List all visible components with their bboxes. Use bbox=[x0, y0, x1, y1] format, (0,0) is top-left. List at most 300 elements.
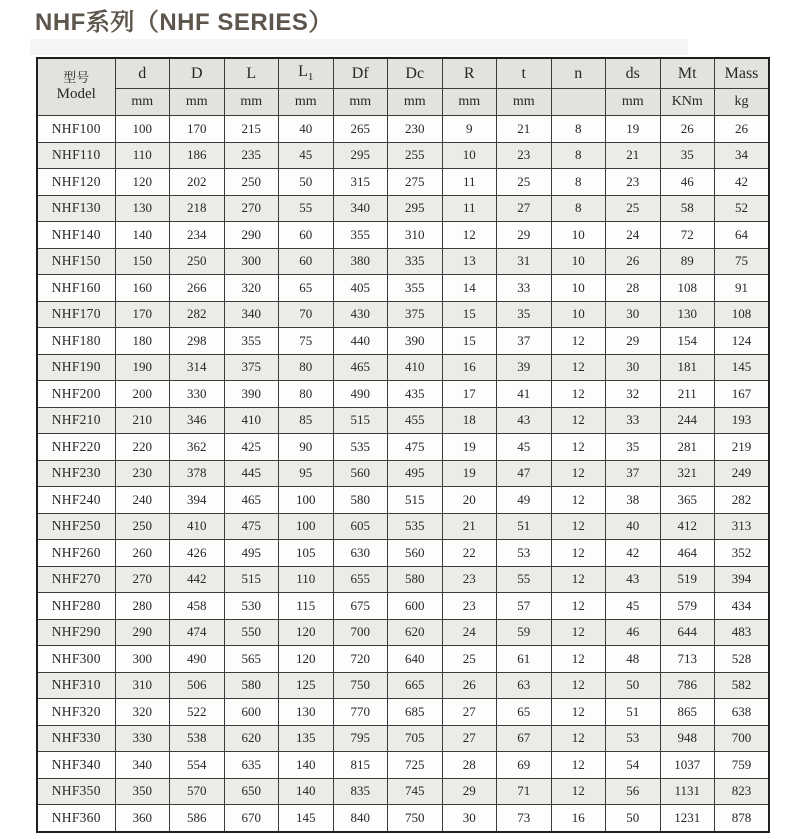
value-cell-mass: 75 bbox=[715, 248, 770, 275]
value-cell-r: 27 bbox=[442, 725, 497, 752]
value-cell-d: 140 bbox=[115, 222, 170, 249]
value-cell-dc: 495 bbox=[388, 460, 443, 487]
value-cell-t: 37 bbox=[497, 328, 552, 355]
col-header-l1: $L_1$ bbox=[279, 58, 334, 89]
value-cell-t: 67 bbox=[497, 725, 552, 752]
table-row-nhf290 bbox=[37, 619, 769, 646]
model-cell: NHF130 bbox=[37, 195, 115, 222]
value-cell-mt: 464 bbox=[660, 540, 715, 567]
value-cell-df: 535 bbox=[333, 434, 388, 461]
value-cell-l1: 40 bbox=[279, 116, 334, 143]
value-cell-d: 350 bbox=[115, 778, 170, 805]
value-cell-d: 150 bbox=[115, 248, 170, 275]
value-cell-r: 17 bbox=[442, 381, 497, 408]
value-cell-d: 230 bbox=[115, 460, 170, 487]
value-cell-l: 290 bbox=[224, 222, 279, 249]
value-cell-dc: 580 bbox=[388, 566, 443, 593]
value-cell-d: 290 bbox=[115, 619, 170, 646]
value-cell-l: 250 bbox=[224, 169, 279, 196]
model-cell: NHF180 bbox=[37, 328, 115, 355]
page-title: NHF系列（NHF SERIES） bbox=[35, 9, 333, 36]
value-cell-mt: 46 bbox=[660, 169, 715, 196]
model-cell: NHF310 bbox=[37, 672, 115, 699]
col-header-d: d bbox=[115, 58, 170, 89]
value-cell-d: 538 bbox=[170, 725, 225, 752]
table-row-nhf220 bbox=[37, 434, 769, 461]
value-cell-d: 110 bbox=[115, 142, 170, 169]
value-cell-mt: 72 bbox=[660, 222, 715, 249]
value-cell-t: 63 bbox=[497, 672, 552, 699]
unit-header-d: mm bbox=[170, 89, 225, 116]
value-cell-d: 554 bbox=[170, 752, 225, 779]
value-cell-d: 362 bbox=[170, 434, 225, 461]
value-cell-t: 65 bbox=[497, 699, 552, 726]
value-cell-l: 465 bbox=[224, 487, 279, 514]
value-cell-n: 12 bbox=[551, 407, 606, 434]
value-cell-d: 586 bbox=[170, 805, 225, 832]
value-cell-l: 410 bbox=[224, 407, 279, 434]
value-cell-d: 200 bbox=[115, 381, 170, 408]
value-cell-df: 655 bbox=[333, 566, 388, 593]
value-cell-t: 23 bbox=[497, 142, 552, 169]
value-cell-df: 560 bbox=[333, 460, 388, 487]
value-cell-mass: 759 bbox=[715, 752, 770, 779]
value-cell-l1: 45 bbox=[279, 142, 334, 169]
value-cell-ds: 51 bbox=[606, 699, 661, 726]
value-cell-d: 330 bbox=[170, 381, 225, 408]
value-cell-n: 10 bbox=[551, 275, 606, 302]
value-cell-r: 18 bbox=[442, 407, 497, 434]
value-cell-r: 12 bbox=[442, 222, 497, 249]
value-cell-dc: 745 bbox=[388, 778, 443, 805]
value-cell-ds: 21 bbox=[606, 142, 661, 169]
value-cell-l: 650 bbox=[224, 778, 279, 805]
value-cell-r: 21 bbox=[442, 513, 497, 540]
value-cell-l1: 80 bbox=[279, 381, 334, 408]
value-cell-mt: 154 bbox=[660, 328, 715, 355]
value-cell-mass: 528 bbox=[715, 646, 770, 673]
col-header-d: D bbox=[170, 58, 225, 89]
value-cell-l: 375 bbox=[224, 354, 279, 381]
value-cell-dc: 435 bbox=[388, 381, 443, 408]
value-cell-ds: 29 bbox=[606, 328, 661, 355]
value-cell-mt: 1231 bbox=[660, 805, 715, 832]
value-cell-d: 346 bbox=[170, 407, 225, 434]
value-cell-d: 570 bbox=[170, 778, 225, 805]
value-cell-l1: 85 bbox=[279, 407, 334, 434]
value-cell-d: 360 bbox=[115, 805, 170, 832]
value-cell-l1: 125 bbox=[279, 672, 334, 699]
table-row-nhf360 bbox=[37, 805, 769, 832]
value-cell-t: 59 bbox=[497, 619, 552, 646]
value-cell-d: 180 bbox=[115, 328, 170, 355]
value-cell-d: 320 bbox=[115, 699, 170, 726]
table-head bbox=[37, 58, 769, 116]
value-cell-mt: 519 bbox=[660, 566, 715, 593]
value-cell-d: 474 bbox=[170, 619, 225, 646]
model-cell: NHF170 bbox=[37, 301, 115, 328]
value-cell-t: 73 bbox=[497, 805, 552, 832]
value-cell-n: 12 bbox=[551, 460, 606, 487]
value-cell-n: 10 bbox=[551, 301, 606, 328]
value-cell-df: 295 bbox=[333, 142, 388, 169]
value-cell-mt: 786 bbox=[660, 672, 715, 699]
value-cell-r: 27 bbox=[442, 699, 497, 726]
value-cell-n: 16 bbox=[551, 805, 606, 832]
value-cell-r: 15 bbox=[442, 301, 497, 328]
value-cell-mass: 167 bbox=[715, 381, 770, 408]
unit-header-df: mm bbox=[333, 89, 388, 116]
col-header-dc: Dc bbox=[388, 58, 443, 89]
value-cell-df: 405 bbox=[333, 275, 388, 302]
header-label-row bbox=[37, 58, 769, 89]
model-cell: NHF230 bbox=[37, 460, 115, 487]
col-header-r: R bbox=[442, 58, 497, 89]
value-cell-l: 215 bbox=[224, 116, 279, 143]
value-cell-mass: 91 bbox=[715, 275, 770, 302]
model-cell: NHF110 bbox=[37, 142, 115, 169]
value-cell-r: 13 bbox=[442, 248, 497, 275]
value-cell-mass: 394 bbox=[715, 566, 770, 593]
value-cell-l: 300 bbox=[224, 248, 279, 275]
value-cell-t: 27 bbox=[497, 195, 552, 222]
value-cell-n: 12 bbox=[551, 487, 606, 514]
table-row-nhf280 bbox=[37, 593, 769, 620]
value-cell-l: 390 bbox=[224, 381, 279, 408]
table-row-nhf240 bbox=[37, 487, 769, 514]
value-cell-n: 12 bbox=[551, 699, 606, 726]
value-cell-n: 8 bbox=[551, 195, 606, 222]
value-cell-d: 100 bbox=[115, 116, 170, 143]
value-cell-r: 19 bbox=[442, 460, 497, 487]
value-cell-r: 14 bbox=[442, 275, 497, 302]
unit-header-l: mm bbox=[224, 89, 279, 116]
value-cell-mt: 181 bbox=[660, 354, 715, 381]
value-cell-l: 635 bbox=[224, 752, 279, 779]
table-row-nhf300 bbox=[37, 646, 769, 673]
value-cell-mt: 89 bbox=[660, 248, 715, 275]
value-cell-t: 69 bbox=[497, 752, 552, 779]
value-cell-l: 475 bbox=[224, 513, 279, 540]
value-cell-dc: 475 bbox=[388, 434, 443, 461]
value-cell-mass: 219 bbox=[715, 434, 770, 461]
model-cell: NHF340 bbox=[37, 752, 115, 779]
value-cell-l1: 145 bbox=[279, 805, 334, 832]
value-cell-ds: 19 bbox=[606, 116, 661, 143]
model-cell: NHF330 bbox=[37, 725, 115, 752]
value-cell-l: 565 bbox=[224, 646, 279, 673]
unit-header-n bbox=[551, 89, 606, 116]
value-cell-r: 24 bbox=[442, 619, 497, 646]
value-cell-df: 465 bbox=[333, 354, 388, 381]
table-row-nhf120 bbox=[37, 169, 769, 196]
table-row-nhf330 bbox=[37, 725, 769, 752]
value-cell-d: 250 bbox=[170, 248, 225, 275]
value-cell-d: 266 bbox=[170, 275, 225, 302]
value-cell-r: 23 bbox=[442, 566, 497, 593]
value-cell-d: 130 bbox=[115, 195, 170, 222]
value-cell-n: 8 bbox=[551, 169, 606, 196]
value-cell-df: 770 bbox=[333, 699, 388, 726]
value-cell-dc: 515 bbox=[388, 487, 443, 514]
value-cell-ds: 48 bbox=[606, 646, 661, 673]
value-cell-dc: 390 bbox=[388, 328, 443, 355]
value-cell-n: 12 bbox=[551, 646, 606, 673]
value-cell-r: 26 bbox=[442, 672, 497, 699]
table-row-nhf310 bbox=[37, 672, 769, 699]
value-cell-ds: 53 bbox=[606, 725, 661, 752]
value-cell-d: 240 bbox=[115, 487, 170, 514]
model-cell: NHF140 bbox=[37, 222, 115, 249]
value-cell-dc: 640 bbox=[388, 646, 443, 673]
value-cell-d: 340 bbox=[115, 752, 170, 779]
value-cell-df: 265 bbox=[333, 116, 388, 143]
value-cell-mass: 124 bbox=[715, 328, 770, 355]
table-row-nhf270 bbox=[37, 566, 769, 593]
model-cell: NHF200 bbox=[37, 381, 115, 408]
value-cell-d: 394 bbox=[170, 487, 225, 514]
value-cell-l1: 135 bbox=[279, 725, 334, 752]
value-cell-n: 8 bbox=[551, 142, 606, 169]
value-cell-mt: 35 bbox=[660, 142, 715, 169]
value-cell-ds: 50 bbox=[606, 805, 661, 832]
value-cell-n: 12 bbox=[551, 566, 606, 593]
value-cell-ds: 32 bbox=[606, 381, 661, 408]
value-cell-ds: 28 bbox=[606, 275, 661, 302]
value-cell-l1: 140 bbox=[279, 752, 334, 779]
value-cell-l: 550 bbox=[224, 619, 279, 646]
value-cell-t: 47 bbox=[497, 460, 552, 487]
value-cell-d: 330 bbox=[115, 725, 170, 752]
value-cell-l: 580 bbox=[224, 672, 279, 699]
value-cell-n: 12 bbox=[551, 778, 606, 805]
value-cell-d: 410 bbox=[170, 513, 225, 540]
value-cell-n: 12 bbox=[551, 725, 606, 752]
value-cell-df: 630 bbox=[333, 540, 388, 567]
value-cell-ds: 37 bbox=[606, 460, 661, 487]
value-cell-mass: 483 bbox=[715, 619, 770, 646]
value-cell-df: 750 bbox=[333, 672, 388, 699]
value-cell-dc: 275 bbox=[388, 169, 443, 196]
model-cell: NHF190 bbox=[37, 354, 115, 381]
value-cell-d: 234 bbox=[170, 222, 225, 249]
value-cell-t: 43 bbox=[497, 407, 552, 434]
value-cell-l1: 130 bbox=[279, 699, 334, 726]
table-row-nhf210 bbox=[37, 407, 769, 434]
col-header-l: L bbox=[224, 58, 279, 89]
value-cell-df: 815 bbox=[333, 752, 388, 779]
value-cell-d: 300 bbox=[115, 646, 170, 673]
unit-header-r: mm bbox=[442, 89, 497, 116]
value-cell-r: 22 bbox=[442, 540, 497, 567]
value-cell-mt: 26 bbox=[660, 116, 715, 143]
table-row-nhf180 bbox=[37, 328, 769, 355]
value-cell-l: 235 bbox=[224, 142, 279, 169]
value-cell-df: 675 bbox=[333, 593, 388, 620]
value-cell-dc: 620 bbox=[388, 619, 443, 646]
value-cell-mt: 108 bbox=[660, 275, 715, 302]
value-cell-r: 16 bbox=[442, 354, 497, 381]
value-cell-ds: 45 bbox=[606, 593, 661, 620]
table-row-nhf170 bbox=[37, 301, 769, 328]
value-cell-ds: 54 bbox=[606, 752, 661, 779]
value-cell-t: 31 bbox=[497, 248, 552, 275]
model-cell: NHF300 bbox=[37, 646, 115, 673]
value-cell-dc: 375 bbox=[388, 301, 443, 328]
value-cell-l1: 120 bbox=[279, 619, 334, 646]
value-cell-df: 700 bbox=[333, 619, 388, 646]
value-cell-ds: 24 bbox=[606, 222, 661, 249]
value-cell-df: 440 bbox=[333, 328, 388, 355]
value-cell-dc: 535 bbox=[388, 513, 443, 540]
value-cell-l1: 65 bbox=[279, 275, 334, 302]
value-cell-dc: 600 bbox=[388, 593, 443, 620]
value-cell-ds: 46 bbox=[606, 619, 661, 646]
value-cell-mass: 52 bbox=[715, 195, 770, 222]
table-row-nhf100 bbox=[37, 116, 769, 143]
value-cell-mt: 412 bbox=[660, 513, 715, 540]
value-cell-dc: 335 bbox=[388, 248, 443, 275]
unit-header-d: mm bbox=[115, 89, 170, 116]
value-cell-d: 378 bbox=[170, 460, 225, 487]
value-cell-mt: 579 bbox=[660, 593, 715, 620]
scan-artifact-band bbox=[30, 39, 688, 55]
value-cell-mass: 249 bbox=[715, 460, 770, 487]
value-cell-mt: 321 bbox=[660, 460, 715, 487]
value-cell-ds: 50 bbox=[606, 672, 661, 699]
table-row-nhf230 bbox=[37, 460, 769, 487]
unit-header-t: mm bbox=[497, 89, 552, 116]
value-cell-mass: 108 bbox=[715, 301, 770, 328]
value-cell-ds: 26 bbox=[606, 248, 661, 275]
value-cell-mt: 130 bbox=[660, 301, 715, 328]
value-cell-l1: 100 bbox=[279, 513, 334, 540]
value-cell-dc: 255 bbox=[388, 142, 443, 169]
value-cell-t: 61 bbox=[497, 646, 552, 673]
table-row-nhf350 bbox=[37, 778, 769, 805]
value-cell-ds: 30 bbox=[606, 354, 661, 381]
unit-header-mass: kg bbox=[715, 89, 770, 116]
value-cell-l: 425 bbox=[224, 434, 279, 461]
col-header-df: Df bbox=[333, 58, 388, 89]
value-cell-df: 355 bbox=[333, 222, 388, 249]
value-cell-mt: 1131 bbox=[660, 778, 715, 805]
unit-header-ds: mm bbox=[606, 89, 661, 116]
table-row-nhf260 bbox=[37, 540, 769, 567]
value-cell-l1: 75 bbox=[279, 328, 334, 355]
value-cell-t: 33 bbox=[497, 275, 552, 302]
value-cell-l1: 55 bbox=[279, 195, 334, 222]
value-cell-d: 120 bbox=[115, 169, 170, 196]
col-header-t: t bbox=[497, 58, 552, 89]
model-cell: NHF220 bbox=[37, 434, 115, 461]
model-cell: NHF280 bbox=[37, 593, 115, 620]
value-cell-dc: 310 bbox=[388, 222, 443, 249]
value-cell-dc: 410 bbox=[388, 354, 443, 381]
value-cell-l: 530 bbox=[224, 593, 279, 620]
value-cell-ds: 38 bbox=[606, 487, 661, 514]
model-column-header bbox=[37, 58, 115, 116]
value-cell-n: 12 bbox=[551, 354, 606, 381]
value-cell-mass: 700 bbox=[715, 725, 770, 752]
col-header-mass: Mass bbox=[715, 58, 770, 89]
value-cell-r: 9 bbox=[442, 116, 497, 143]
value-cell-d: 218 bbox=[170, 195, 225, 222]
value-cell-l: 270 bbox=[224, 195, 279, 222]
table-row-nhf190 bbox=[37, 354, 769, 381]
value-cell-mass: 145 bbox=[715, 354, 770, 381]
value-cell-mass: 878 bbox=[715, 805, 770, 832]
value-cell-t: 53 bbox=[497, 540, 552, 567]
value-cell-ds: 40 bbox=[606, 513, 661, 540]
model-header-en: Model bbox=[56, 85, 96, 102]
model-cell: NHF210 bbox=[37, 407, 115, 434]
model-cell: NHF160 bbox=[37, 275, 115, 302]
value-cell-n: 12 bbox=[551, 593, 606, 620]
value-cell-mt: 211 bbox=[660, 381, 715, 408]
value-cell-n: 12 bbox=[551, 752, 606, 779]
value-cell-mass: 34 bbox=[715, 142, 770, 169]
value-cell-d: 170 bbox=[115, 301, 170, 328]
value-cell-l1: 110 bbox=[279, 566, 334, 593]
value-cell-d: 280 bbox=[115, 593, 170, 620]
value-cell-n: 12 bbox=[551, 513, 606, 540]
value-cell-mass: 313 bbox=[715, 513, 770, 540]
value-cell-d: 298 bbox=[170, 328, 225, 355]
value-cell-dc: 455 bbox=[388, 407, 443, 434]
value-cell-l1: 50 bbox=[279, 169, 334, 196]
value-cell-r: 28 bbox=[442, 752, 497, 779]
value-cell-d: 458 bbox=[170, 593, 225, 620]
value-cell-t: 57 bbox=[497, 593, 552, 620]
value-cell-ds: 33 bbox=[606, 407, 661, 434]
unit-header-dc: mm bbox=[388, 89, 443, 116]
value-cell-t: 45 bbox=[497, 434, 552, 461]
value-cell-l1: 115 bbox=[279, 593, 334, 620]
col-header-n: n bbox=[551, 58, 606, 89]
col-header-mt: Mt bbox=[660, 58, 715, 89]
value-cell-l1: 70 bbox=[279, 301, 334, 328]
table-row-nhf340 bbox=[37, 752, 769, 779]
model-cell: NHF250 bbox=[37, 513, 115, 540]
value-cell-mt: 244 bbox=[660, 407, 715, 434]
value-cell-mt: 713 bbox=[660, 646, 715, 673]
value-cell-n: 8 bbox=[551, 116, 606, 143]
value-cell-n: 12 bbox=[551, 619, 606, 646]
value-cell-df: 720 bbox=[333, 646, 388, 673]
model-cell: NHF360 bbox=[37, 805, 115, 832]
value-cell-d: 220 bbox=[115, 434, 170, 461]
value-cell-t: 39 bbox=[497, 354, 552, 381]
value-cell-df: 430 bbox=[333, 301, 388, 328]
value-cell-l: 445 bbox=[224, 460, 279, 487]
table-row-nhf160 bbox=[37, 275, 769, 302]
value-cell-r: 11 bbox=[442, 169, 497, 196]
value-cell-t: 29 bbox=[497, 222, 552, 249]
value-cell-l: 600 bbox=[224, 699, 279, 726]
value-cell-r: 10 bbox=[442, 142, 497, 169]
value-cell-r: 15 bbox=[442, 328, 497, 355]
value-cell-l: 670 bbox=[224, 805, 279, 832]
value-cell-mt: 1037 bbox=[660, 752, 715, 779]
value-cell-r: 19 bbox=[442, 434, 497, 461]
value-cell-t: 55 bbox=[497, 566, 552, 593]
value-cell-n: 12 bbox=[551, 381, 606, 408]
value-cell-ds: 25 bbox=[606, 195, 661, 222]
value-cell-d: 314 bbox=[170, 354, 225, 381]
table-body bbox=[37, 116, 769, 832]
value-cell-n: 10 bbox=[551, 222, 606, 249]
